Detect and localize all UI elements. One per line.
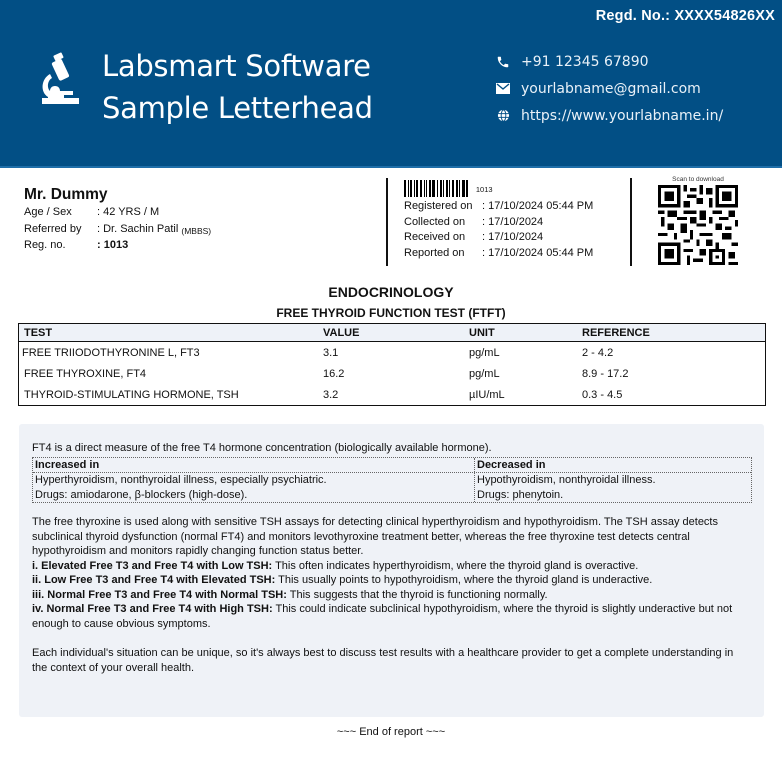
brand-line-1: Labsmart Software: [102, 49, 371, 83]
item-title: i. Elevated Free T3 and Free T4 with Low TSH:: [32, 559, 273, 572]
item-text: This suggests that the thyroid is functioning normally.: [286, 588, 548, 601]
reported-row: [404, 247, 593, 263]
brand-name: [102, 45, 373, 129]
registered-value: : 17/10/2024 05:44 PM: [482, 200, 594, 212]
notes-paragraph: The free thyroxine is used along with sensitive TSH assays for detecting clinical hyperthyroidism and hypothyroidism. The TSH assay detects subclinical thyroid dysfunction (normal FT4) and monitors levothyroxine treatment better, whereas the free thyroxine test detects central hypothyroidism and monitors rapidly changing function status better.: [32, 516, 718, 557]
reg-value: : 1013: [97, 239, 129, 251]
mail-icon: [495, 81, 511, 97]
test-title: FREE THYROID FUNCTION TEST (FTFT): [276, 306, 506, 320]
test-unit: pg/mL: [469, 367, 500, 380]
age-sex-label: Age / Sex: [24, 206, 72, 218]
interpretation-item: [32, 602, 751, 631]
contact-website: [495, 102, 723, 129]
table-row: [19, 384, 765, 405]
collected-label: Collected on: [404, 215, 466, 228]
registered-label: Registered on: [404, 200, 473, 212]
collected-row: [404, 216, 593, 232]
decreased-line: Drugs: phenytoin.: [477, 488, 564, 501]
patient-name: Mr. Dummy: [24, 186, 108, 203]
department-title: ENDOCRINOLOGY: [328, 284, 454, 300]
collected-value: : 17/10/2024: [482, 215, 544, 228]
notes-closing: Each individual's situation can be unique, so it's always best to discuss test results with a healthcare provider to get a complete understanding in the context of your overall health.: [32, 647, 734, 674]
test-value: 16.2: [323, 367, 345, 380]
contact-phone: [495, 48, 723, 75]
referred-qualification: (MBBS): [181, 225, 212, 236]
decreased-line: Hypothyroidism, nonthyroidal illness.: [477, 474, 656, 486]
increased-line: Hyperthyroidism, nonthyroidal illness, especially psychiatric.: [35, 474, 327, 486]
test-unit: pg/mL: [469, 346, 500, 359]
item-title: iv. Normal Free T3 and Free T4 with High TSH:: [32, 603, 273, 615]
interpretation-item: [32, 573, 751, 588]
barcode-number: 1013: [475, 185, 493, 194]
patient-info: [24, 186, 384, 256]
reg-row: [24, 239, 384, 256]
received-row: [404, 231, 593, 247]
item-text: This often indicates hyperthyroidism, where the thyroid gland is overactive.: [272, 559, 639, 572]
qr-caption: Scan to download: [672, 176, 724, 183]
age-sex-value: : 42 YRS / M: [97, 206, 160, 218]
email-address[interactable]: yourlabname@gmail.com: [521, 80, 701, 97]
referred-value: : Dr. Sachin Patil: [97, 222, 179, 235]
decreased-header: Decreased in: [477, 458, 546, 471]
increased-line: Drugs: amiodarone, β-blockers (high-dose).: [35, 488, 248, 501]
test-reference: 8.9 - 17.2: [582, 367, 629, 380]
qr-code-icon[interactable]: [658, 185, 738, 265]
test-name: THYROID-STIMULATING HORMONE, TSH: [24, 388, 239, 401]
test-value: 3.2: [323, 388, 339, 401]
item-text: This usually points to hypothyroidism, where the thyroid gland is underactive.: [275, 574, 653, 586]
increased-decreased-table: [32, 457, 752, 504]
referred-label: Referred by: [24, 222, 82, 235]
qr-block: [656, 176, 740, 265]
globe-icon: [495, 108, 511, 124]
increased-header: Increased in: [33, 458, 475, 473]
test-reference: 2 - 4.2: [582, 346, 614, 359]
registration-number: Regd. No.: XXXX54826XX: [595, 8, 775, 24]
divider: [386, 178, 388, 266]
phone-icon: [495, 54, 511, 70]
phone-number[interactable]: +91 12345 67890: [521, 53, 649, 70]
reg-label: Reg. no.: [24, 239, 66, 251]
letterhead-header: [0, 0, 782, 168]
item-title: iii. Normal Free T3 and Free T4 with Normal TSH:: [32, 588, 287, 601]
website-link[interactable]: https://www.yourlabname.in/: [521, 107, 724, 124]
contact-email: [495, 75, 723, 102]
received-label: Received on: [404, 231, 466, 243]
item-text: This could indicate subclinical hypothyroidism, where the thyroid is slightly underactive but not enough to cause obvious symptoms.: [32, 603, 733, 630]
barcode-icon: [404, 180, 470, 197]
contact-info: [495, 48, 723, 129]
barcode: [404, 179, 593, 197]
divider: [630, 178, 632, 266]
test-unit: µIU/mL: [469, 388, 505, 401]
interpretation-item: [32, 588, 751, 603]
microscope-icon: [38, 52, 80, 108]
test-name: FREE TRIIODOTHYRONINE L, FT3: [22, 346, 200, 359]
table-row: [19, 342, 765, 363]
interpretation-item: [32, 559, 751, 574]
sample-dates: [404, 179, 593, 262]
column-header-unit: UNIT: [469, 326, 495, 339]
test-value: 3.1: [323, 346, 339, 359]
table-header: [18, 323, 766, 342]
column-header-test: TEST: [24, 326, 53, 339]
end-of-report: ~~~ End of report ~~~: [336, 726, 446, 738]
received-value: : 17/10/2024: [482, 231, 544, 243]
test-name: FREE THYROXINE, FT4: [24, 367, 147, 380]
age-sex-row: [24, 206, 384, 223]
reported-value: : 17/10/2024 05:44 PM: [482, 246, 594, 259]
table-row: [19, 363, 765, 384]
item-title: ii. Low Free T3 and Free T4 with Elevated TSH:: [32, 574, 276, 586]
interpretation-notes: [19, 424, 764, 717]
registered-row: [404, 200, 593, 216]
notes-intro: FT4 is a direct measure of the free T4 hormone concentration (biologically available hormone).: [32, 442, 492, 454]
column-header-reference: REFERENCE: [582, 326, 650, 339]
brand-line-2: Sample Letterhead: [102, 91, 373, 125]
column-header-value: VALUE: [323, 326, 360, 339]
reported-label: Reported on: [404, 246, 465, 259]
referred-row: [24, 223, 384, 240]
results-table: [18, 323, 766, 406]
test-reference: 0.3 - 4.5: [582, 388, 623, 401]
